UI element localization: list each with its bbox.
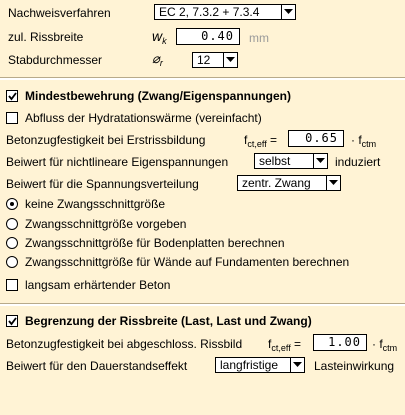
final-fct-symbol-sub: ct,eff (271, 343, 291, 353)
duration-select-value: langfristige (220, 358, 279, 372)
radio-label: keine Zwangsschnittgröße (25, 197, 166, 211)
nonlinear-select[interactable] (254, 153, 328, 169)
diameter-select[interactable] (192, 52, 238, 68)
load-label: Lasteinwirkung (314, 359, 395, 373)
crack-width-symbol (152, 28, 167, 44)
diameter-label: Stabdurchmesser (8, 53, 103, 67)
radio-floor-slabs[interactable] (6, 237, 18, 249)
final-fct-symbol-main: f (268, 337, 272, 351)
fct-eq: = (266, 133, 278, 147)
nachweis-select[interactable] (154, 4, 296, 20)
radio-walls-foundations[interactable] (6, 256, 18, 268)
mindest-checkbox[interactable] (6, 90, 18, 102)
radio-specify-constraint[interactable] (6, 218, 18, 230)
chevron-down-icon[interactable] (290, 358, 304, 372)
radio-label: Zwangsschnittgröße vorgeben (25, 217, 187, 231)
mindest-title: Mindestbewehrung (Zwang/Eigenspannungen) (25, 89, 291, 103)
fct-eff-symbol (244, 133, 277, 148)
chevron-down-icon[interactable] (281, 5, 295, 19)
fctm-sub: ctm (361, 139, 377, 149)
check-icon (8, 317, 17, 326)
final-fctm-prefix: · f (372, 337, 383, 351)
crack-width-unit: mm (249, 31, 269, 45)
diameter-symbol-main: ⌀ (152, 51, 160, 66)
fct-symbol-sub: ct,eff (247, 139, 267, 149)
check-icon (8, 92, 17, 101)
fct-input[interactable]: 0.65 (288, 130, 344, 147)
final-fctm-symbol (372, 337, 397, 352)
crack-width-symbol-sub: k (162, 36, 167, 46)
crack-width-label: zul. Rissbreite (8, 30, 84, 44)
final-fct-symbol (268, 337, 301, 352)
distribution-select[interactable] (237, 175, 341, 191)
final-fct-eq: = (290, 337, 302, 351)
tensile-label: Betonzugfestigkeit bei Erstrissbildung (6, 133, 206, 147)
radio-label: Zwangsschnittgröße für Bodenplatten berechnen (25, 236, 285, 250)
induced-label: induziert (335, 155, 381, 169)
nachweis-select-value: EC 2, 7.3.2 + 7.3.4 (159, 5, 260, 19)
radio-label: Zwangsschnittgröße für Wände auf Fundamenten berechnen (25, 255, 350, 269)
radio-no-constraint[interactable] (6, 198, 18, 210)
divider (0, 303, 405, 306)
begrenzung-title: Begrenzung der Rissbreite (Last, Last und Zwang) (25, 314, 312, 328)
final-fct-input[interactable]: 1.00 (313, 334, 367, 351)
distribution-label: Beiwert für die Spannungsverteilung (6, 177, 199, 191)
diameter-symbol (152, 51, 163, 67)
crack-width-symbol-main: w (152, 28, 163, 44)
diameter-symbol-sub: r (159, 58, 163, 68)
slow-hardening-checkbox[interactable] (6, 279, 18, 291)
chevron-down-icon[interactable] (223, 53, 237, 67)
divider (0, 77, 405, 80)
final-tensile-label: Betonzugfestigkeit bei abgeschloss. Rissbild (6, 337, 243, 351)
distribution-select-value: zentr. Zwang (242, 176, 311, 190)
duration-select[interactable] (215, 357, 305, 373)
nonlinear-label: Beiwert für nichtlineare Eigenspannungen (6, 155, 229, 169)
fct-symbol-main: f (244, 133, 248, 147)
slow-hardening-label: langsam erhärtender Beton (25, 278, 171, 292)
duration-label: Beiwert für den Dauerstandseffekt (6, 359, 188, 373)
nonlinear-select-value: selbst (259, 154, 291, 168)
begrenzung-checkbox[interactable] (6, 315, 18, 327)
fctm-prefix: · f (351, 133, 362, 147)
final-fctm-sub: ctm (382, 343, 398, 353)
chevron-down-icon[interactable] (313, 154, 327, 168)
fctm-symbol (351, 133, 376, 148)
nachweis-label: Nachweisverfahren (8, 6, 111, 20)
chevron-down-icon[interactable] (326, 176, 340, 190)
radio-dot (10, 202, 14, 206)
crack-width-input[interactable]: 0.40 (176, 28, 240, 45)
hydration-label: Abfluss der Hydratationswärme (vereinfacht) (25, 111, 262, 125)
hydration-checkbox[interactable] (6, 112, 18, 124)
diameter-select-value: 12 (197, 53, 211, 67)
